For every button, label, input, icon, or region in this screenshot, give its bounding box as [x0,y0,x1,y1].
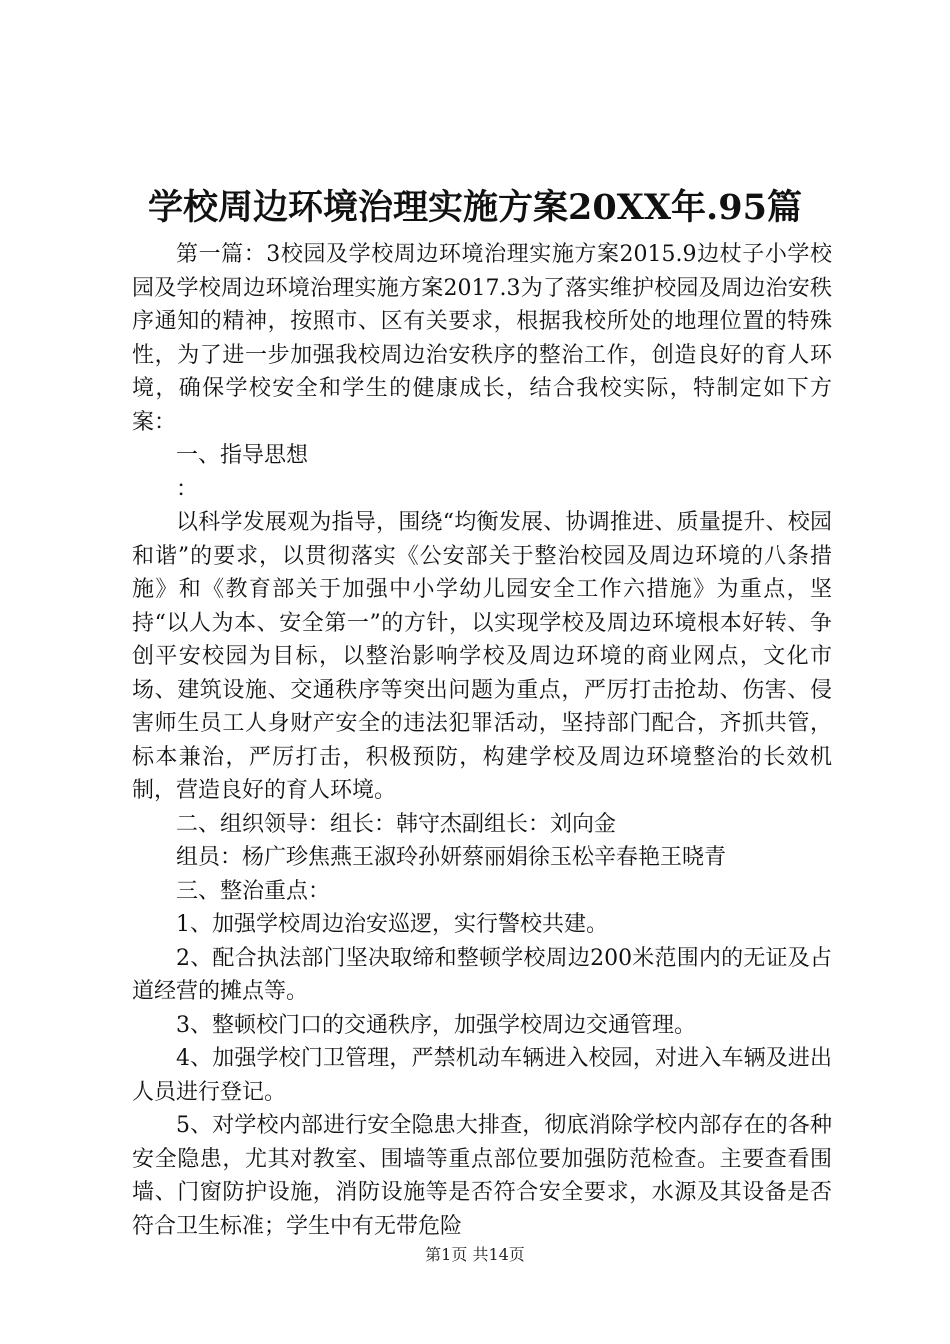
heading-guiding-ideology: 一、指导思想 [176,443,309,468]
list-item: 4、加强学校门卫管理，严禁机动车辆进入校园，对进入车辆及进出人员进行登记。 [132,1046,832,1105]
list-item: 2、配合执法部门坚决取缔和整顿学校周边200米范围内的无证及占道经营的摊点等。 [132,945,832,1004]
list-item: 5、对学校内部进行安全隐患大排查，彻底消除学校内部存在的各种安全隐患，尤其对教室、围墙等重点部位要加强防范检查。主要查看围墙、门窗防护设施，消防设施等是否符合安全要求，水源及其设备是否符合卫生标准；学生中有无带危险 [132,1113,832,1239]
paragraph-intro: 第一篇：3校园及学校周边环境治理实施方案2015.9边杖子小学校园及学校周边环境治理实施方案2017.3为了落实维护校园及周边治安秩序通知的精神，按照市、区有关要求，根据我校所处的地理位置的特殊性，为了进一步加强我校周边治安秩序的整治工作，创造良好的育人环境，确保学校安全和学生的健康成长，结合我校实际，特制定如下方案： [132,242,832,435]
heading-key-points: 三、整治重点： [176,878,331,904]
stray-colon: ： [176,476,199,502]
document-body [132,238,832,1243]
paragraph-guiding-ideology: 以科学发展观为指导，围绕“均衡发展、协调推进、质量提升、校园和谐”的要求，以贯彻落实《公安部关于整治校园及周边环境的八条措施》和《教育部关于加强中小学幼儿园安全工作六措施》为重点，坚持“以人为本、安全第一”的方针，以实现学校及周边环境根本好转、争创平安校园为目标，以整治影响学校及周边环境的商业网点，文化市场、建筑设施、交通秩序等突出问题为重点，严厉打击抢劫、伤害、侵害师生员工人身财产安全的违法犯罪活动，坚持部门配合，齐抓共管，标本兼治，严厉打击，积极预防，构建学校及周边环境整治的长效机制，营造良好的育人环境。 [132,510,832,803]
list-item: 3、整顿校门口的交通秩序，加强学校周边交通管理。 [176,1012,696,1038]
heading-organization: 二、组织领导：组长：韩守杰副组长：刘向金 [176,811,617,837]
page-footer: 第1页 共14页 [425,1245,525,1264]
paragraph-members: 组员：杨广珍焦燕王淑玲孙妍蔡丽娟徐玉松辛春艳王晓青 [176,845,727,870]
list-item: 1、加强学校周边治安巡逻，实行警校共建。 [176,912,608,937]
document-title: 学校周边环境治理实施方案20XX年.95篇 [148,187,802,228]
